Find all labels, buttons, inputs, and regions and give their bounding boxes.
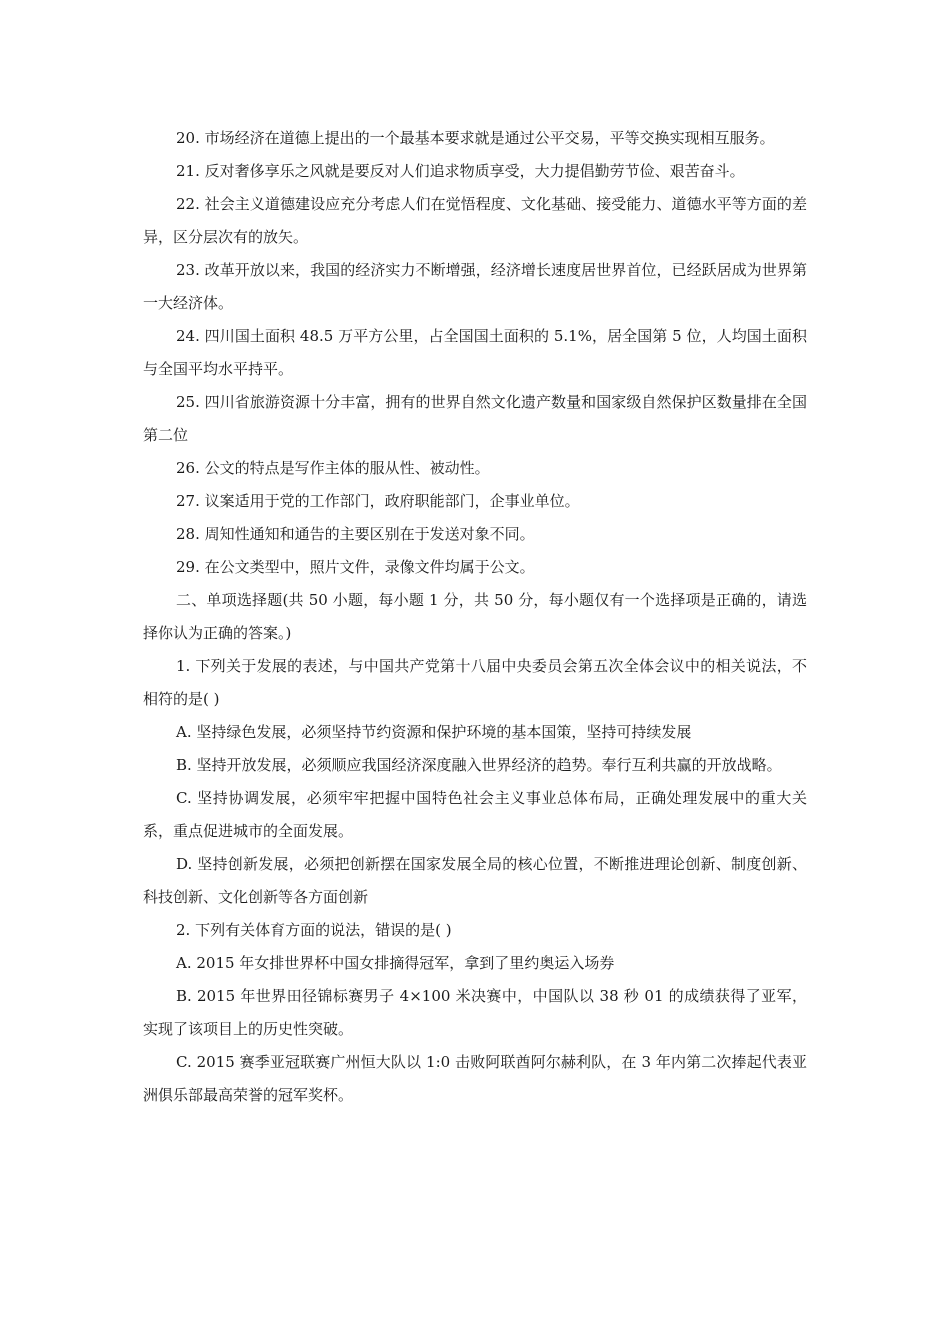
- paragraph-26: 26. 公文的特点是写作主体的服从性、被动性。: [176, 459, 490, 477]
- paragraph-27: 27. 议案适用于党的工作部门，政府职能部门，企事业单位。: [176, 492, 580, 510]
- document-page: [143, 122, 807, 1112]
- paragraph-29: 29. 在公文类型中，照片文件，录像文件均属于公文。: [176, 558, 535, 576]
- paragraph-20: 20. 市场经济在道德上提出的一个最基本要求就是通过公平交易，平等交换实现相互服务。: [176, 129, 775, 147]
- question-1-option-b: B. 坚持开放发展，必须顺应我国经济深度融入世界经济的趋势。奉行互利共赢的开放战略。: [176, 756, 782, 774]
- paragraph-23: 23. 改革开放以来，我国的经济实力不断增强，经济增长速度居世界首位，已经跃居成为世界第一大经济体。: [143, 261, 807, 312]
- question-2-option-b: B. 2015 年世界田径锦标赛男子 4×100 米决赛中，中国队以 38 秒 01 的成绩获得了亚军，实现了该项目上的历史性突破。: [143, 987, 807, 1038]
- paragraph-28: 28. 周知性通知和通告的主要区别在于发送对象不同。: [176, 525, 535, 543]
- question-1: 1. 下列关于发展的表述，与中国共产党第十八届中央委员会第五次全体会议中的相关说法，不相符的是( ): [143, 657, 807, 708]
- question-2-option-c: C. 2015 赛季亚冠联赛广州恒大队以 1:0 击败阿联酋阿尔赫利队，在 3 年内第二次捧起代表亚洲俱乐部最高荣誉的冠军奖杯。: [143, 1053, 807, 1104]
- question-1-option-d: D. 坚持创新发展，必须把创新摆在国家发展全局的核心位置，不断推进理论创新、制度创新、科技创新、文化创新等各方面创新: [143, 855, 807, 906]
- question-1-option-c: C. 坚持协调发展，必须牢牢把握中国特色社会主义事业总体布局，正确处理发展中的重大关系，重点促进城市的全面发展。: [143, 789, 807, 840]
- paragraph-22: 22. 社会主义道德建设应充分考虑人们在觉悟程度、文化基础、接受能力、道德水平等方面的差异，区分层次有的放矢。: [143, 195, 807, 246]
- paragraph-24: 24. 四川国土面积 48.5 万平方公里，占全国国土面积的 5.1%，居全国第 5 位，人均国土面积与全国平均水平持平。: [143, 327, 807, 378]
- paragraph-21: 21. 反对奢侈享乐之风就是要反对人们追求物质享受，大力提倡勤劳节俭、艰苦奋斗。: [176, 162, 745, 180]
- question-2-option-a: A. 2015 年女排世界杯中国女排摘得冠军，拿到了里约奥运入场券: [176, 954, 615, 972]
- question-2: 2. 下列有关体育方面的说法，错误的是( ): [176, 921, 452, 939]
- paragraph-25: 25. 四川省旅游资源十分丰富，拥有的世界自然文化遗产数量和国家级自然保护区数量排在全国第二位: [143, 393, 807, 444]
- section-heading-single-choice: 二、单项选择题(共 50 小题，每小题 1 分，共 50 分，每小题仅有一个选择项是正确的，请选择你认为正确的答案。): [143, 591, 807, 642]
- question-1-option-a: A. 坚持绿色发展，必须坚持节约资源和保护环境的基本国策，坚持可持续发展: [176, 723, 692, 741]
